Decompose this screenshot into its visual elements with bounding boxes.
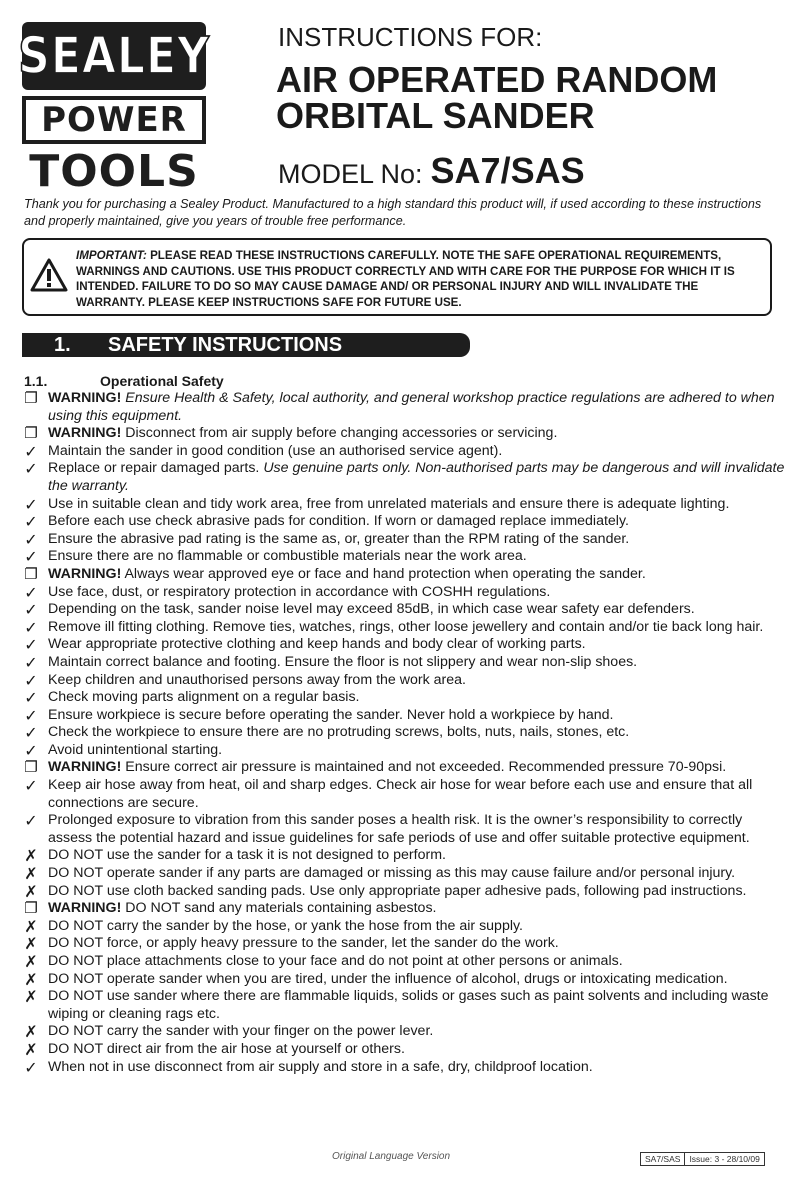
warning-triangle-icon: [30, 258, 68, 292]
checkmark-icon: ✓: [24, 441, 38, 461]
safety-list-item: [20, 988, 790, 1023]
safety-list-item: [20, 935, 790, 953]
safety-list-item: [20, 847, 790, 865]
section-title: SAFETY INSTRUCTIONS: [108, 334, 343, 356]
checkmark-icon: ✓: [24, 1057, 38, 1077]
item-text: Wear appropriate protective clothing and keep hands and body clear of working parts.: [48, 636, 586, 653]
important-notice-text: [76, 248, 766, 310]
safety-list-item: [20, 1059, 790, 1077]
safety-list-item: [20, 460, 790, 495]
checkmark-icon: ✓: [24, 494, 38, 514]
item-text: Keep air hose away from heat, oil and sharp edges. Check air hose for wear before each use and ensure that all connections are secure.: [48, 777, 753, 811]
warning-label: WARNING!: [48, 900, 122, 917]
item-text: When not in use disconnect from air supply and store in a safe, dry, childproof location.: [48, 1058, 593, 1075]
item-text: Use face, dust, or respiratory protection in accordance with COSHH regulations.: [48, 583, 551, 600]
cross-icon: ✗: [24, 969, 38, 989]
important-body: PLEASE READ THESE INSTRUCTIONS CAREFULLY. NOTE THE SAFE OPERATIONAL REQUIREMENTS, WARNINGS AND CAUTIONS. USE THIS PRODUCT CORRECTLY AND WITH CARE FOR THE PURPOSE FOR WHICH IT IS INTENDED. FAILURE TO DO SO MAY CAUSE DAMAGE AND/ OR PERSONAL INJURY AND WILL INVALIDATE THE WARRANTY. PLEASE KEEP INSTRUCTIONS SAFE FOR FUTURE USE.: [76, 249, 735, 309]
safety-list-item: [20, 566, 790, 584]
item-text: Depending on the task, sander noise level may exceed 85dB, in which case wear safety ear defenders.: [48, 601, 695, 618]
item-text: Ensure workpiece is secure before operating the sander. Never hold a workpiece by hand.: [48, 706, 614, 723]
footer-issue: Issue: 3 - 28/10/09: [684, 1153, 763, 1165]
safety-list-item: [20, 425, 790, 443]
warning-label: WARNING!: [48, 425, 122, 442]
subsection-heading: [24, 373, 224, 389]
item-text: DO NOT place attachments close to your face and do not point at other persons or animals.: [48, 953, 623, 969]
intro-text: Thank you for purchasing a Sealey Product. Manufactured to a high standard this product will, if used according to these instructions and properly maintained, give you years of trouble free performance.: [24, 197, 762, 228]
item-text: Maintain the sander in good condition (use an authorised service agent).: [48, 442, 503, 459]
cross-icon: ✗: [24, 952, 38, 971]
important-notice-box: [22, 238, 772, 316]
checkmark-icon: ✓: [24, 740, 38, 760]
cross-icon: ✗: [24, 934, 38, 954]
safety-list-item: [20, 707, 790, 725]
item-text: Ensure there are no flammable or combustible materials near the work area.: [48, 548, 527, 565]
checkbox-icon: ❐: [24, 564, 38, 583]
checkbox-icon: ❐: [24, 424, 38, 443]
safety-list-item: [20, 654, 790, 672]
footer-model: SA7/SAS: [645, 1154, 681, 1164]
safety-list-item: [20, 883, 790, 901]
important-label: IMPORTANT:: [76, 249, 147, 262]
checkmark-icon: ✓: [24, 547, 38, 567]
item-text: Remove ill fitting clothing. Remove ties, watches, rings, other loose jewellery and contain and/or tie back long hair.: [48, 618, 764, 635]
checkmark-icon: ✓: [24, 617, 38, 637]
safety-list-item: [20, 900, 790, 918]
cross-icon: ✗: [24, 864, 38, 884]
footer-language-note: Original Language Version: [332, 1151, 451, 1162]
logo-sealey-text: SEALEY: [18, 26, 210, 86]
item-text: Before each use check abrasive pads for condition. If worn or damaged replace immediately.: [48, 513, 629, 530]
cross-icon: ✗: [24, 1039, 38, 1059]
model-value: SA7/SAS: [430, 150, 585, 191]
item-text: DO NOT carry the sander with your finger on the power lever.: [48, 1023, 434, 1040]
checkmark-icon: ✓: [24, 811, 38, 831]
safety-list-item: [20, 672, 790, 690]
cross-icon: ✗: [24, 987, 38, 1007]
safety-list-item: [20, 742, 790, 760]
warning-label: WARNING!: [48, 390, 122, 406]
logo-tools-text: TOOLS: [29, 145, 199, 197]
product-title: [276, 59, 718, 136]
safety-list-item: [20, 601, 790, 619]
safety-list-item: [20, 1041, 790, 1059]
item-text: Check moving parts alignment on a regular basis.: [48, 689, 360, 706]
checkmark-icon: ✓: [24, 600, 38, 620]
item-text: DO NOT use cloth backed sanding pads. Use only appropriate paper adhesive pads, following pad instructions.: [48, 882, 747, 899]
checkmark-icon: ✓: [24, 529, 38, 549]
safety-list-item: [20, 443, 790, 461]
checkbox-icon: ❐: [24, 758, 38, 777]
checkmark-icon: ✓: [24, 723, 38, 743]
cross-icon: ✗: [24, 1022, 38, 1042]
item-text: Use in suitable clean and tidy work area, free from unrelated materials and ensure there is adequate lighting.: [48, 495, 730, 512]
safety-list-item: [20, 724, 790, 742]
safety-list-item: [20, 531, 790, 549]
footer-issue-box: [640, 1152, 765, 1166]
checkmark-icon: ✓: [24, 582, 38, 602]
warning-label: WARNING!: [48, 759, 122, 776]
checkmark-icon: ✓: [24, 688, 38, 708]
model-label: MODEL No:: [278, 159, 423, 189]
checkbox-icon: ❐: [24, 899, 38, 918]
safety-list-item: [20, 918, 790, 936]
item-text: DO NOT use the sander for a task it is not designed to perform.: [48, 847, 446, 864]
item-italic-text: Ensure Health & Safety, local authority, and general workshop practice regulations are adhered to when using this equipment.: [48, 390, 775, 424]
checkmark-icon: ✓: [24, 705, 38, 725]
safety-list-item: [20, 548, 790, 566]
sealey-logo-banner: [18, 22, 210, 90]
product-title-line1: AIR OPERATED RANDOM: [276, 59, 718, 100]
instructions-for-label: INSTRUCTIONS FOR:: [278, 22, 543, 52]
safety-list-item: [20, 689, 790, 707]
item-text: DO NOT operate sander when you are tired, under the influence of alcohol, drugs or intoxicating medication.: [48, 970, 728, 987]
checkmark-icon: ✓: [24, 459, 38, 479]
item-text: Ensure correct air pressure is maintained and not exceeded. Recommended pressure 70-90psi.: [125, 759, 727, 776]
item-text: DO NOT sand any materials containing asbestos.: [125, 900, 437, 917]
safety-list-item: [20, 636, 790, 654]
section-number: 1.: [54, 334, 71, 356]
item-text: DO NOT carry the sander by the hose, or yank the hose from the air supply.: [48, 917, 523, 934]
safety-list-item: [20, 953, 790, 971]
checkmark-icon: ✓: [24, 776, 38, 796]
safety-list-item: [20, 584, 790, 602]
safety-list-item: [20, 865, 790, 883]
item-text: DO NOT use sander where there are flammable liquids, solids or gases such as paint solvents and including waste wiping or cleaning rags etc.: [48, 988, 769, 1022]
safety-list-item: [20, 1023, 790, 1041]
checkmark-icon: ✓: [24, 670, 38, 690]
item-text: Maintain correct balance and footing. Ensure the floor is not slippery and wear non-slip shoes.: [48, 653, 638, 670]
safety-list-item: [20, 390, 790, 425]
item-text: Replace or repair damaged parts.: [48, 460, 260, 477]
checkmark-icon: ✓: [24, 652, 38, 672]
safety-list-item: [20, 812, 790, 847]
safety-list-item: [20, 777, 790, 812]
safety-list-item: [20, 971, 790, 989]
item-text: Keep children and unauthorised persons away from the work area.: [48, 671, 466, 688]
safety-list-item: [20, 619, 790, 637]
item-text: DO NOT operate sander if any parts are damaged or missing as this may cause failure and/or personal injury.: [48, 865, 736, 882]
sealey-power-tools-logo: [18, 22, 210, 197]
checkbox-icon: ❐: [24, 389, 38, 407]
cross-icon: ✗: [24, 916, 38, 936]
item-text: Ensure the abrasive pad rating is the same as, or, greater than the RPM rating of the sander.: [48, 530, 630, 547]
section-heading-safety: [22, 333, 470, 357]
warning-label: WARNING!: [48, 565, 122, 582]
item-text: DO NOT direct air from the air hose at yourself or others.: [48, 1040, 405, 1057]
model-number: [278, 150, 585, 192]
item-italic-text: Use genuine parts only. Non-authorised parts may be dangerous and will invalidate the warranty.: [48, 460, 785, 494]
subsection-title: Operational Safety: [100, 373, 224, 389]
item-text: Prolonged exposure to vibration from this sander poses a health risk. It is the owner’s responsibility to correctly assess the potential hazard and issue guidelines for safe periods of use and offer suitable protective equipment.: [48, 812, 750, 846]
checkmark-icon: ✓: [24, 512, 38, 532]
safety-list-item: [20, 513, 790, 531]
logo-power-text: POWER: [22, 96, 206, 144]
safety-list-item: [20, 759, 790, 777]
item-text: DO NOT force, or apply heavy pressure to the sander, let the sander do the work.: [48, 935, 559, 952]
safety-list-item: [20, 496, 790, 514]
checkmark-icon: ✓: [24, 635, 38, 655]
item-text: Avoid unintentional starting.: [48, 741, 223, 758]
item-text: Check the workpiece to ensure there are no protruding screws, bolts, nuts, nails, stones, etc.: [48, 724, 630, 741]
product-title-line2: ORBITAL SANDER: [276, 95, 595, 136]
item-text: Always wear approved eye or face and hand protection when operating the sander.: [124, 565, 646, 582]
cross-icon: ✗: [24, 881, 38, 901]
subsection-number: 1.1.: [24, 373, 48, 389]
cross-icon: ✗: [24, 846, 38, 866]
safety-instructions-list: [20, 390, 790, 1076]
item-text: Disconnect from air supply before changing accessories or servicing.: [125, 425, 558, 442]
